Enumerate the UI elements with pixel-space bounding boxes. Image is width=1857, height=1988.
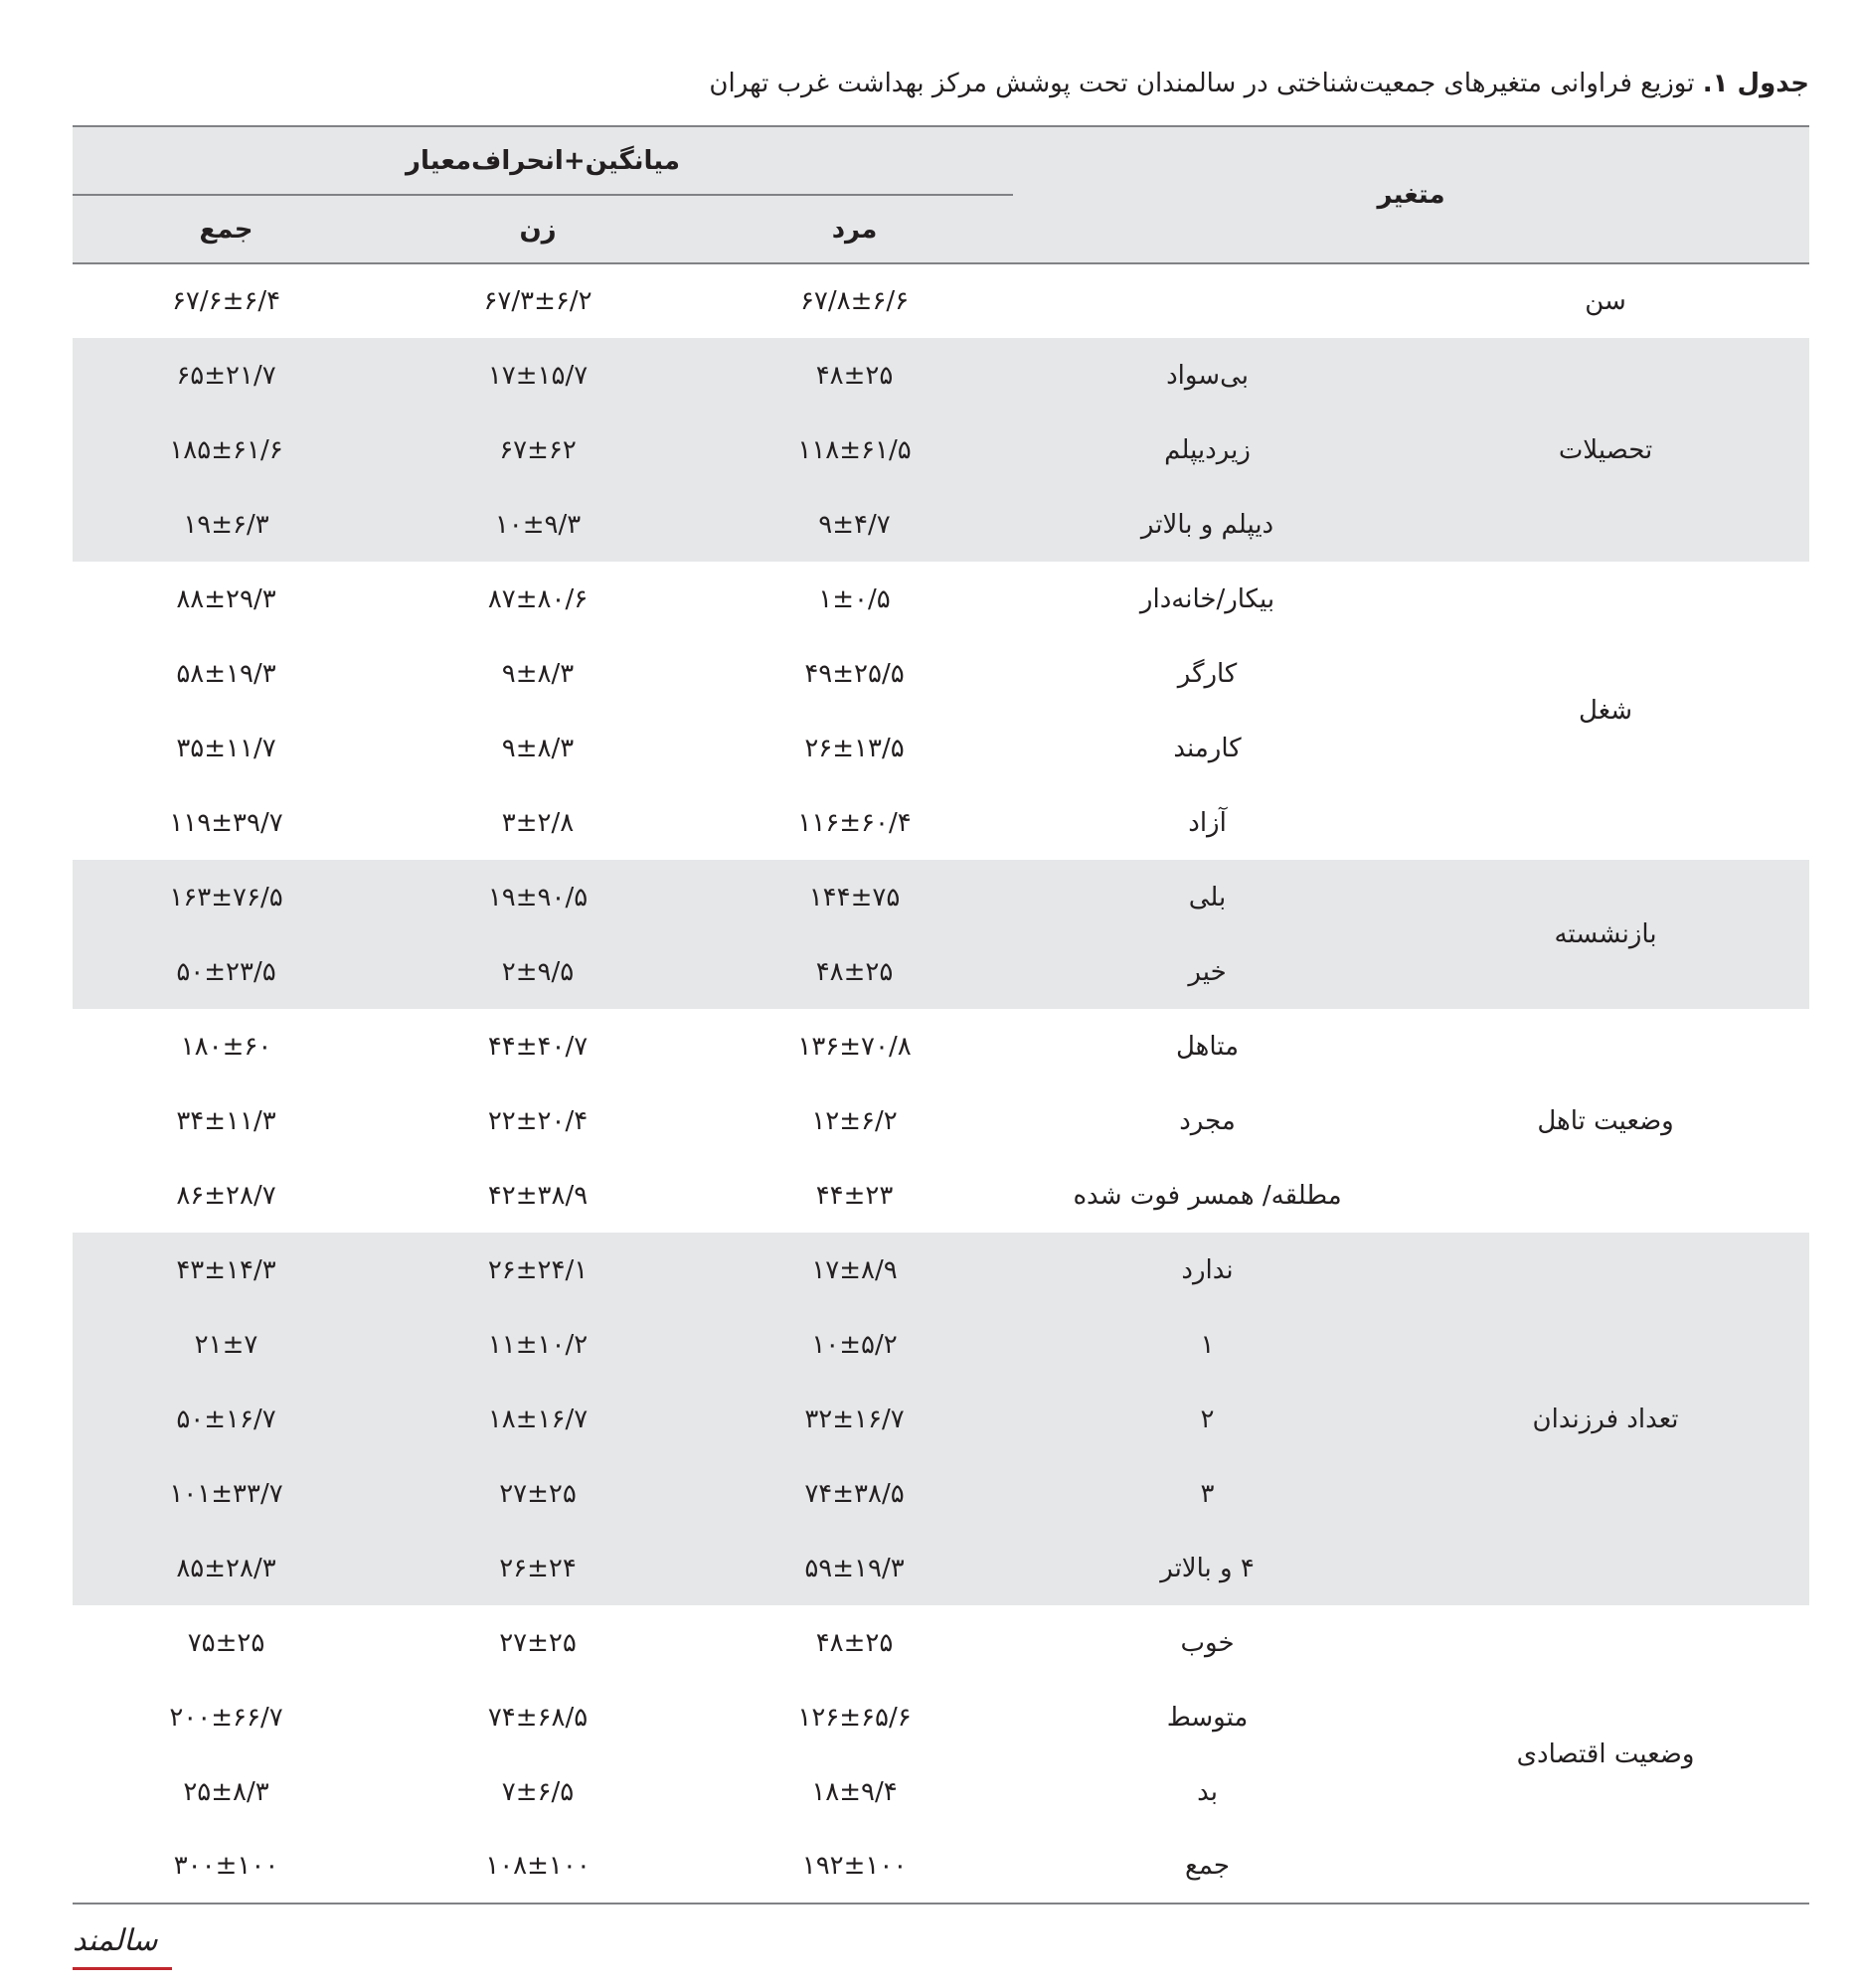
female-value: ۱۰۸±۱۰۰: [485, 1851, 591, 1881]
table-row: [73, 1009, 1809, 1083]
journal-logo-text: سالمند: [73, 1923, 158, 1958]
total-value: ۲۵±۸/۳: [183, 1776, 269, 1807]
male-value: ۱۴۴±۷۵: [808, 882, 901, 912]
table-row: [73, 338, 1809, 413]
total-value: ۱۹±۶/۳: [183, 509, 269, 540]
header-total: جمع: [199, 214, 253, 245]
male-value: ۱±۰/۵: [818, 583, 891, 614]
category-cell: زیردیپلم: [1164, 434, 1251, 465]
table-caption: [73, 64, 1809, 103]
category-cell: کارگر: [1177, 658, 1238, 689]
category-cell: ۲: [1200, 1404, 1215, 1434]
male-value: ۷۴±۳۸/۵: [804, 1478, 905, 1509]
header-variable: متغیر: [1377, 180, 1445, 210]
female-value: ۲۷±۲۵: [499, 1478, 577, 1509]
male-value: ۵۹±۱۹/۳: [804, 1553, 905, 1583]
male-value: ۲۶±۱۳/۵: [804, 733, 905, 763]
male-value: ۴۹±۲۵/۵: [804, 658, 905, 689]
female-value: ۹±۸/۳: [501, 733, 575, 763]
category-cell: بد: [1197, 1776, 1218, 1807]
group-label-economic-status: وضعیت اقتصادی: [1516, 1739, 1695, 1769]
table-row: [73, 263, 1809, 338]
male-value: ۱۲±۶/۲: [811, 1105, 898, 1136]
category-cell: خوب: [1180, 1627, 1235, 1658]
header-mean-sd: میانگین+انحراف‌معیار: [73, 126, 1013, 195]
group-label-occupation: شغل: [1579, 696, 1633, 726]
category-cell: متاهل: [1175, 1031, 1240, 1062]
female-value: ۳±۲/۸: [501, 807, 575, 838]
male-value: ۱۸±۹/۴: [811, 1776, 898, 1807]
table-row: [73, 562, 1809, 636]
table-body: [73, 263, 1809, 1904]
male-value: ۴۸±۲۵: [815, 956, 894, 987]
female-value: ۲۶±۲۴/۱: [487, 1254, 589, 1285]
female-value: ۷۴±۶۸/۵: [487, 1702, 589, 1733]
total-value: ۶۷/۶±۶/۴: [171, 286, 281, 316]
group-label-retired: بازنشسته: [1554, 919, 1657, 949]
female-value: ۲۲±۲۰/۴: [487, 1105, 589, 1136]
total-value: ۲۱±۷: [194, 1329, 258, 1360]
category-cell: بلی: [1188, 882, 1227, 912]
male-value: ۴۸±۲۵: [815, 1627, 894, 1658]
category-cell: ۱: [1200, 1329, 1215, 1360]
total-value: ۵۰±۱۶/۷: [176, 1404, 276, 1434]
category-cell: خیر: [1188, 956, 1227, 987]
female-value: ۶۷/۳±۶/۲: [483, 286, 592, 316]
total-value: ۵۸±۱۹/۳: [176, 658, 276, 689]
female-value: ۷±۶/۵: [501, 1776, 575, 1807]
male-value: ۱۲۶±۶۵/۶: [797, 1702, 912, 1733]
table-caption-text: توزیع فراوانی متغیرهای جمعیت‌شناختی در سالمندان تحت پوشش مرکز بهداشت غرب تهران: [709, 69, 1695, 98]
total-value: ۱۰۱±۳۳/۷: [169, 1478, 283, 1509]
demographics-table: [73, 125, 1809, 1905]
female-value: ۲۷±۲۵: [499, 1627, 577, 1658]
category-cell: متوسط: [1166, 1702, 1249, 1733]
male-value: ۱۳۶±۷۰/۸: [797, 1031, 912, 1062]
header-female: زن: [519, 214, 557, 245]
male-value: ۱۱۸±۶۱/۵: [797, 434, 912, 465]
total-value: ۸۵±۲۸/۳: [176, 1553, 276, 1583]
female-value: ۲±۹/۵: [501, 956, 575, 987]
male-value: ۱۰±۵/۲: [811, 1329, 898, 1360]
category-cell: بی‌سواد: [1166, 360, 1249, 391]
category-cell: جمع: [1185, 1851, 1230, 1881]
category-cell: بیکار/خانه‌دار: [1139, 583, 1275, 614]
female-value: ۹±۸/۳: [501, 658, 575, 689]
header-row-top: [73, 126, 1809, 195]
female-value: ۱۸±۱۶/۷: [487, 1404, 589, 1434]
journal-logo: [73, 1920, 192, 1978]
group-label-age: سن: [1585, 286, 1626, 316]
category-cell: مطلقه/ همسر فوت شده: [1073, 1180, 1342, 1211]
category-cell: ۴ و بالاتر: [1160, 1553, 1255, 1583]
table-row: [73, 860, 1809, 934]
total-value: ۲۰۰±۶۶/۷: [169, 1702, 283, 1733]
total-value: ۸۶±۲۸/۷: [176, 1180, 276, 1211]
female-value: ۴۲±۳۸/۹: [487, 1180, 589, 1211]
total-value: ۳۰۰±۱۰۰: [173, 1851, 279, 1881]
total-value: ۱۸۰±۶۰: [180, 1031, 272, 1062]
female-value: ۴۴±۴۰/۷: [487, 1031, 589, 1062]
total-value: ۷۵±۲۵: [187, 1627, 265, 1658]
male-value: ۶۷/۸±۶/۶: [799, 286, 910, 316]
male-value: ۱۷±۸/۹: [811, 1254, 898, 1285]
total-value: ۳۵±۱۱/۷: [176, 733, 276, 763]
male-value: ۳۲±۱۶/۷: [804, 1404, 905, 1434]
header-male: مرد: [831, 214, 878, 245]
table-header: [73, 126, 1809, 263]
total-value: ۵۰±۲۳/۵: [176, 956, 276, 987]
table-row: [73, 1605, 1809, 1680]
table-caption-label: جدول ۱.: [1702, 69, 1809, 98]
total-value: ۱۸۵±۶۱/۶: [169, 434, 283, 465]
category-cell: ندارد: [1181, 1254, 1234, 1285]
category-cell: [1013, 263, 1402, 338]
female-value: ۸۷±۸۰/۶: [487, 583, 589, 614]
female-value: ۱۱±۱۰/۲: [487, 1329, 589, 1360]
female-value: ۱۹±۹۰/۵: [487, 882, 589, 912]
total-value: ۶۵±۲۱/۷: [176, 360, 276, 391]
male-value: ۱۱۶±۶۰/۴: [797, 807, 912, 838]
category-cell: ۳: [1200, 1478, 1215, 1509]
total-value: ۴۳±۱۴/۳: [176, 1254, 276, 1285]
group-label-education: تحصیلات: [1558, 434, 1653, 465]
female-value: ۶۷±۶۲: [499, 434, 577, 465]
female-value: ۱۷±۱۵/۷: [487, 360, 589, 391]
category-cell: دیپلم و بالاتر: [1140, 509, 1274, 540]
male-value: ۴۸±۲۵: [815, 360, 894, 391]
category-cell: آزاد: [1188, 807, 1227, 838]
male-value: ۴۴±۲۳: [815, 1180, 894, 1211]
male-value: ۹±۴/۷: [818, 509, 891, 540]
journal-logo-underline: [73, 1967, 172, 1970]
group-label-children: تعداد فرزندان: [1532, 1404, 1679, 1434]
female-value: ۱۰±۹/۳: [494, 509, 582, 540]
total-value: ۱۶۳±۷۶/۵: [169, 882, 283, 912]
total-value: ۳۴±۱۱/۳: [176, 1105, 276, 1136]
total-value: ۸۸±۲۹/۳: [176, 583, 276, 614]
category-cell: مجرد: [1179, 1105, 1236, 1136]
female-value: ۲۶±۲۴: [499, 1553, 577, 1583]
total-value: ۱۱۹±۳۹/۷: [169, 807, 283, 838]
table-row: [73, 1233, 1809, 1307]
category-cell: کارمند: [1173, 733, 1242, 763]
group-label-marital-status: وضعیت تاهل: [1537, 1105, 1674, 1136]
male-value: ۱۹۲±۱۰۰: [801, 1851, 908, 1881]
